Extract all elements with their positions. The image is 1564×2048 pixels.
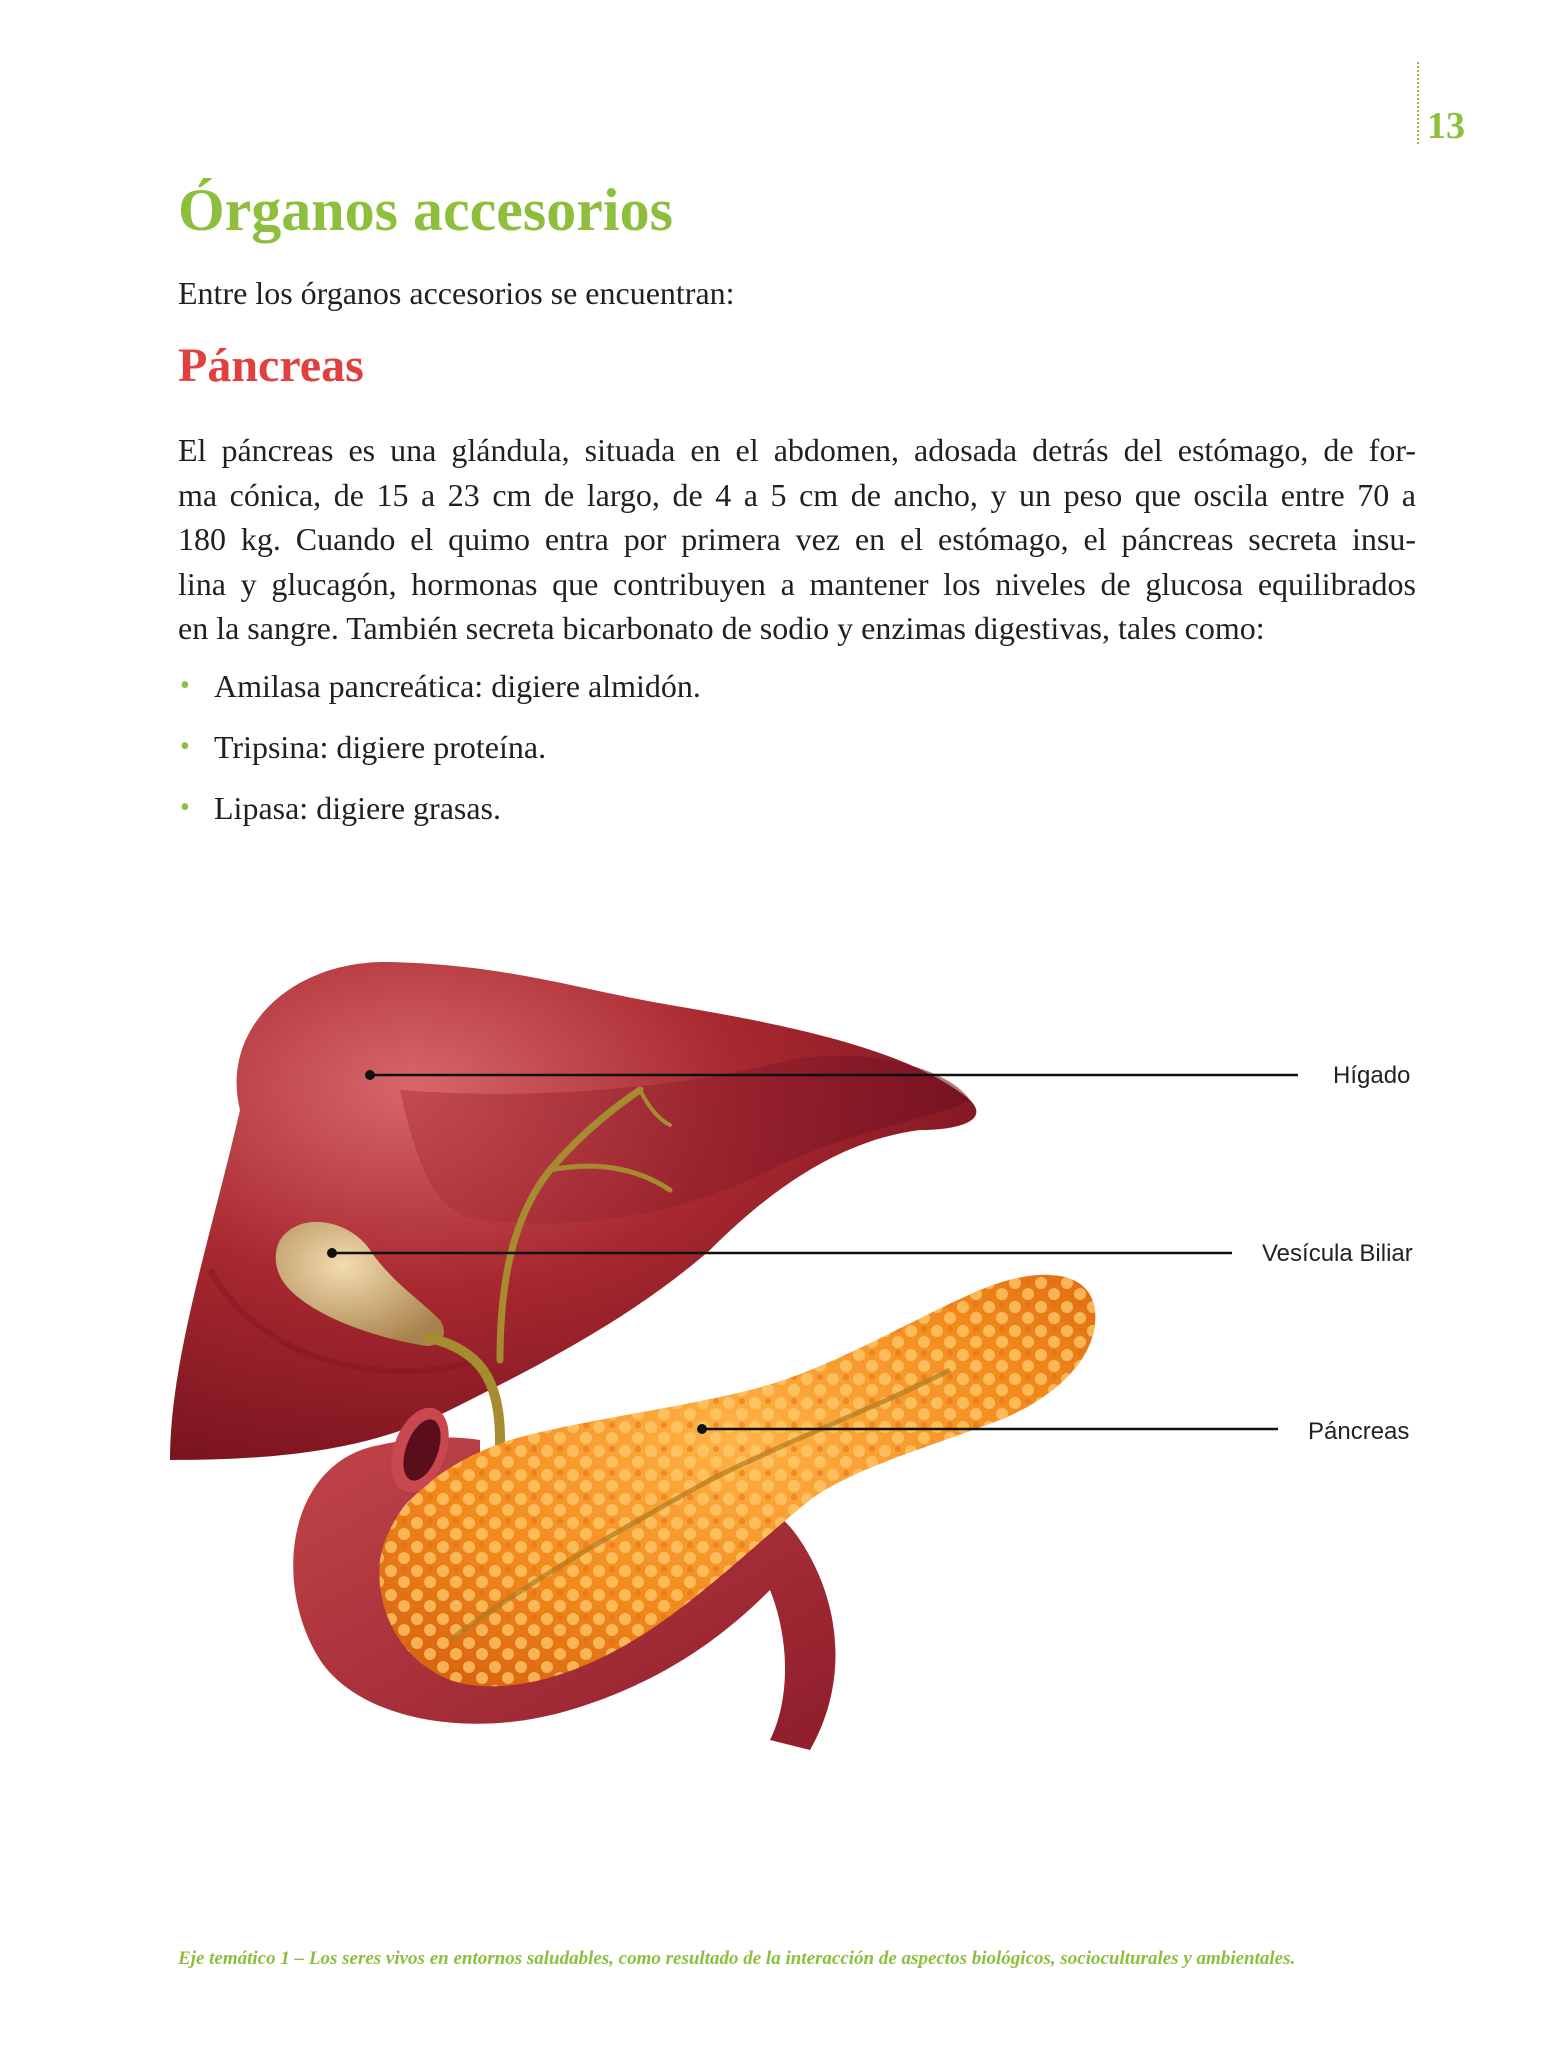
paragraph-line: en la sangre. También secreta bicarbonato de sodio y enzimas digestivas, tales como: (178, 610, 1265, 646)
list-item (178, 725, 701, 786)
list-item-text: Amilasa pancreática: digiere almidón. (214, 668, 701, 704)
list-item (178, 664, 701, 725)
list-item-text: Lipasa: digiere grasas. (214, 790, 501, 826)
intro-text: Entre los órganos accesorios se encuentran: (178, 275, 735, 311)
list-item (178, 786, 701, 847)
anatomy-illustration (150, 940, 1440, 1770)
page-number-rule (1417, 62, 1419, 144)
label-gallbladder: Vesícula Biliar (1262, 1240, 1413, 1267)
page-title: Órganos accesorios (178, 177, 673, 243)
paragraph-line: ma cónica, de 15 a 23 cm de largo, de 4 a 5 cm de ancho, y un peso que oscila entre 70 a (178, 476, 1416, 513)
paragraph-line: lina y glucagón, hormonas que contribuyen a mantener los niveles de glucosa equilibrados (178, 565, 1416, 602)
bullet-dot-icon: • (180, 731, 190, 762)
pancreas-paragraph (178, 428, 1416, 651)
list-item-text: Tripsina: digiere proteína. (214, 729, 547, 765)
enzyme-list (178, 664, 701, 847)
label-liver: Hígado (1333, 1062, 1411, 1089)
section-subtitle: Páncreas (178, 339, 364, 392)
footer-caption: Eje temático 1 – Los seres vivos en entornos saludables, como resultado de la interacción de aspectos biológicos, socioculturales y ambientales. (178, 1948, 1296, 1969)
bullet-dot-icon: • (180, 792, 190, 823)
label-pancreas: Páncreas (1308, 1418, 1410, 1445)
paragraph-line: 180 kg. Cuando el quimo entra por primera vez en el estómago, el páncreas secreta insu- (178, 521, 1416, 557)
paragraph-line: El páncreas es una glándula, situada en el abdomen, adosada detrás del estómago, de for- (178, 432, 1416, 468)
page-number: 13 (1427, 105, 1465, 147)
bullet-dot-icon: • (180, 670, 190, 701)
